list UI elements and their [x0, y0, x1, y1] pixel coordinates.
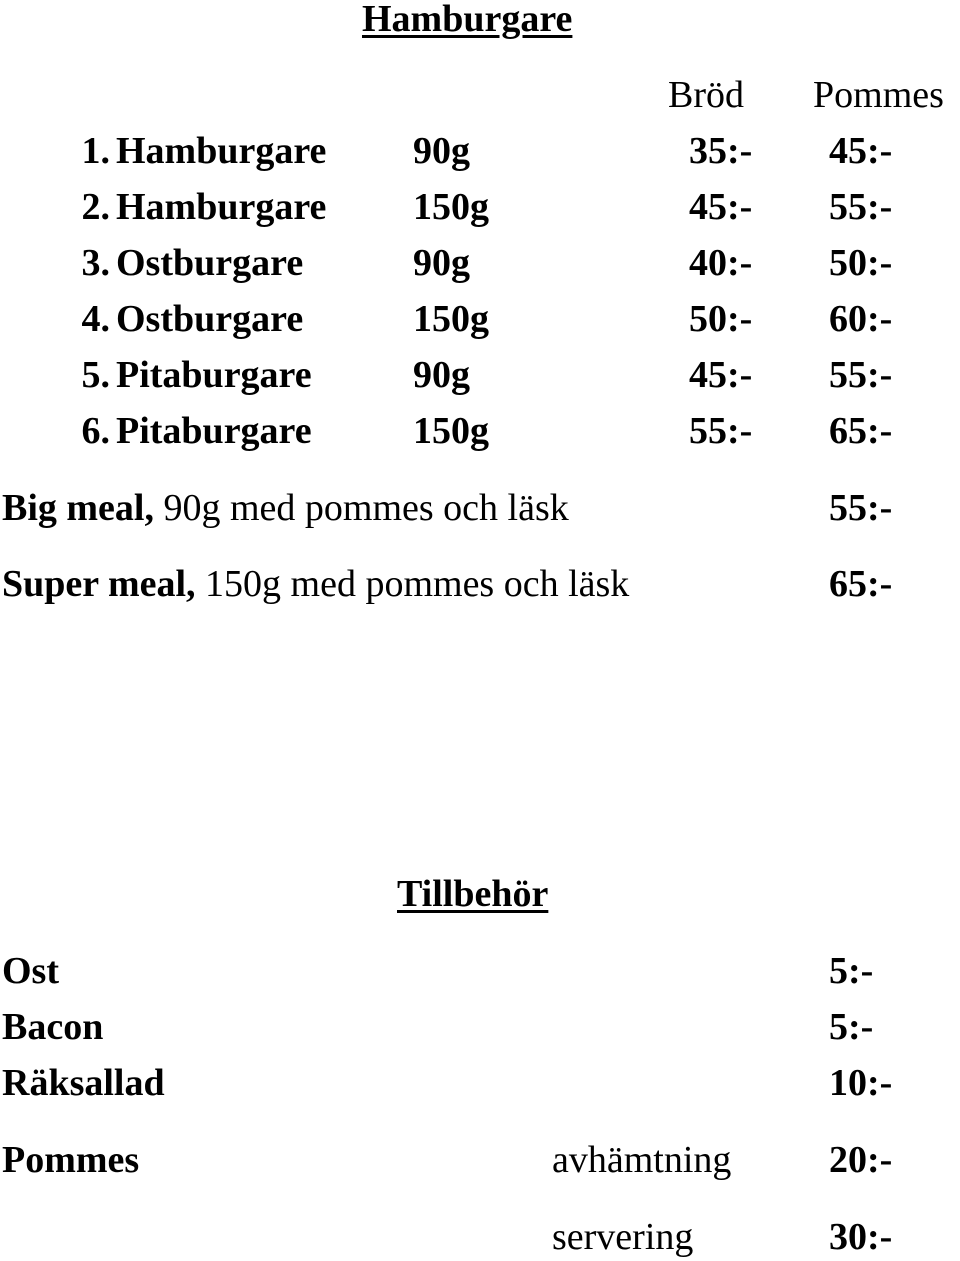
extra-price: 5:- [829, 950, 874, 992]
extra-price: 10:- [829, 1062, 893, 1104]
item-price-pommes: 65:- [829, 410, 893, 452]
meal-name: Super meal, [2, 563, 196, 605]
item-weight: 150g [413, 298, 489, 340]
meal-description: 150g med pommes och läsk [205, 563, 630, 605]
item-name: Pitaburgare [116, 410, 312, 452]
extras-title: Tillbehör [397, 873, 549, 915]
extra-name: Bacon [2, 1006, 104, 1048]
item-name: Ostburgare [116, 298, 304, 340]
item-weight: 150g [413, 410, 489, 452]
meal-price: 55:- [829, 487, 893, 529]
meal-text [2, 489, 569, 527]
item-weight: 150g [413, 186, 489, 228]
item-number: 6. [81, 410, 110, 452]
fries-name: Pommes [2, 1139, 140, 1181]
item-number: 2. [81, 186, 110, 228]
page-title: Hamburgare [362, 0, 573, 40]
fries-option-price: 20:- [829, 1139, 893, 1181]
fries-option-label: servering [552, 1216, 694, 1258]
item-name: Ostburgare [116, 242, 304, 284]
fries-option-label: avhämtning [552, 1139, 732, 1181]
item-price-pommes: 55:- [829, 186, 893, 228]
extra-name: Ost [2, 950, 59, 992]
column-header-pommes: Pommes [813, 74, 944, 116]
item-weight: 90g [413, 354, 470, 396]
item-price-brod: 35:- [689, 130, 753, 172]
item-name: Hamburgare [116, 130, 327, 172]
item-number: 5. [81, 354, 110, 396]
item-weight: 90g [413, 242, 470, 284]
extra-name: Räksallad [2, 1062, 165, 1104]
item-number: 4. [81, 298, 110, 340]
meal-text [2, 565, 629, 603]
item-price-brod: 50:- [689, 298, 753, 340]
meal-description: 90g med pommes och läsk [163, 487, 569, 529]
item-price-pommes: 45:- [829, 130, 893, 172]
item-price-brod: 55:- [689, 410, 753, 452]
column-header-brod: Bröd [668, 74, 744, 116]
item-number: 3. [81, 242, 110, 284]
meal-name: Big meal, [2, 487, 154, 529]
item-number: 1. [81, 130, 110, 172]
extra-price: 5:- [829, 1006, 874, 1048]
item-price-brod: 45:- [689, 186, 753, 228]
item-name: Hamburgare [116, 186, 327, 228]
item-price-pommes: 50:- [829, 242, 893, 284]
item-weight: 90g [413, 130, 470, 172]
meal-price: 65:- [829, 563, 893, 605]
item-price-pommes: 60:- [829, 298, 893, 340]
item-price-brod: 45:- [689, 354, 753, 396]
item-price-brod: 40:- [689, 242, 753, 284]
fries-option-price: 30:- [829, 1216, 893, 1258]
item-price-pommes: 55:- [829, 354, 893, 396]
item-name: Pitaburgare [116, 354, 312, 396]
